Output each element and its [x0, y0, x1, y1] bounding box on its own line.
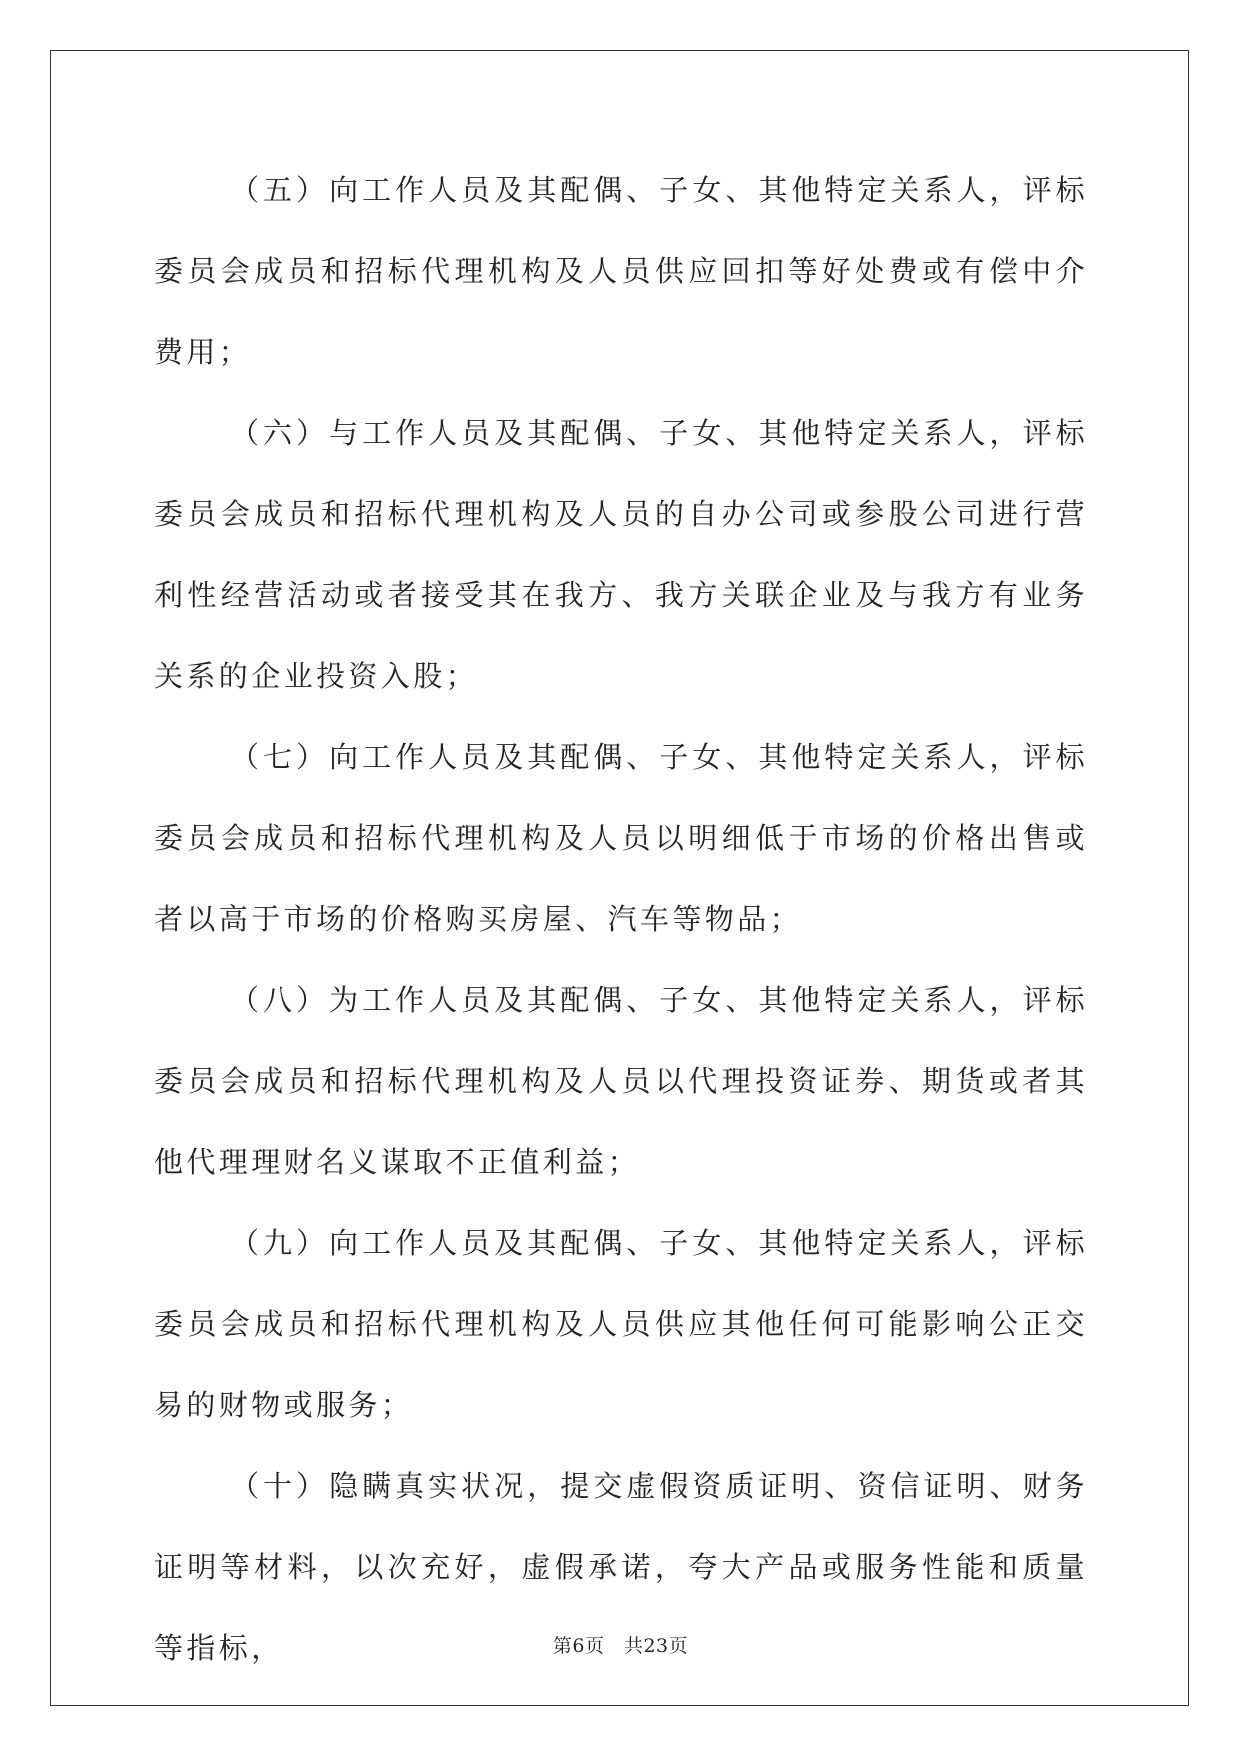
document-body	[154, 150, 1088, 1689]
paragraph-5: （五）向工作人员及其配偶、子女、其他特定关系人，评标委员会成员和招标代理机构及人员供应回扣等好处费或有偿中介费用；	[154, 173, 1088, 369]
paragraph-10: （十）隐瞒真实状况，提交虚假资质证明、资信证明、财务证明等材料，以次充好，虚假承诺，夸大产品或服务性能和质量等指标，	[154, 1469, 1088, 1665]
page-number: 第6页 共23页	[552, 1635, 689, 1657]
paragraph-6: （六）与工作人员及其配偶、子女、其他特定关系人，评标委员会成员和招标代理机构及人员的自办公司或参股公司进行营利性经营活动或者接受其在我方、我方关联企业及与我方有业务关系的企业投资入股；	[154, 416, 1088, 693]
paragraph-7: （七）向工作人员及其配偶、子女、其他特定关系人，评标委员会成员和招标代理机构及人员以明细低于市场的价格出售或者以高于市场的价格购买房屋、汽车等物品；	[154, 740, 1088, 936]
paragraph-8: （八）为工作人员及其配偶、子女、其他特定关系人，评标委员会成员和招标代理机构及人员以代理投资证券、期货或者其他代理理财名义谋取不正值利益；	[154, 983, 1088, 1179]
paragraph-9: （九）向工作人员及其配偶、子女、其他特定关系人，评标委员会成员和招标代理机构及人员供应其他任何可能影响公正交易的财物或服务；	[154, 1226, 1088, 1422]
